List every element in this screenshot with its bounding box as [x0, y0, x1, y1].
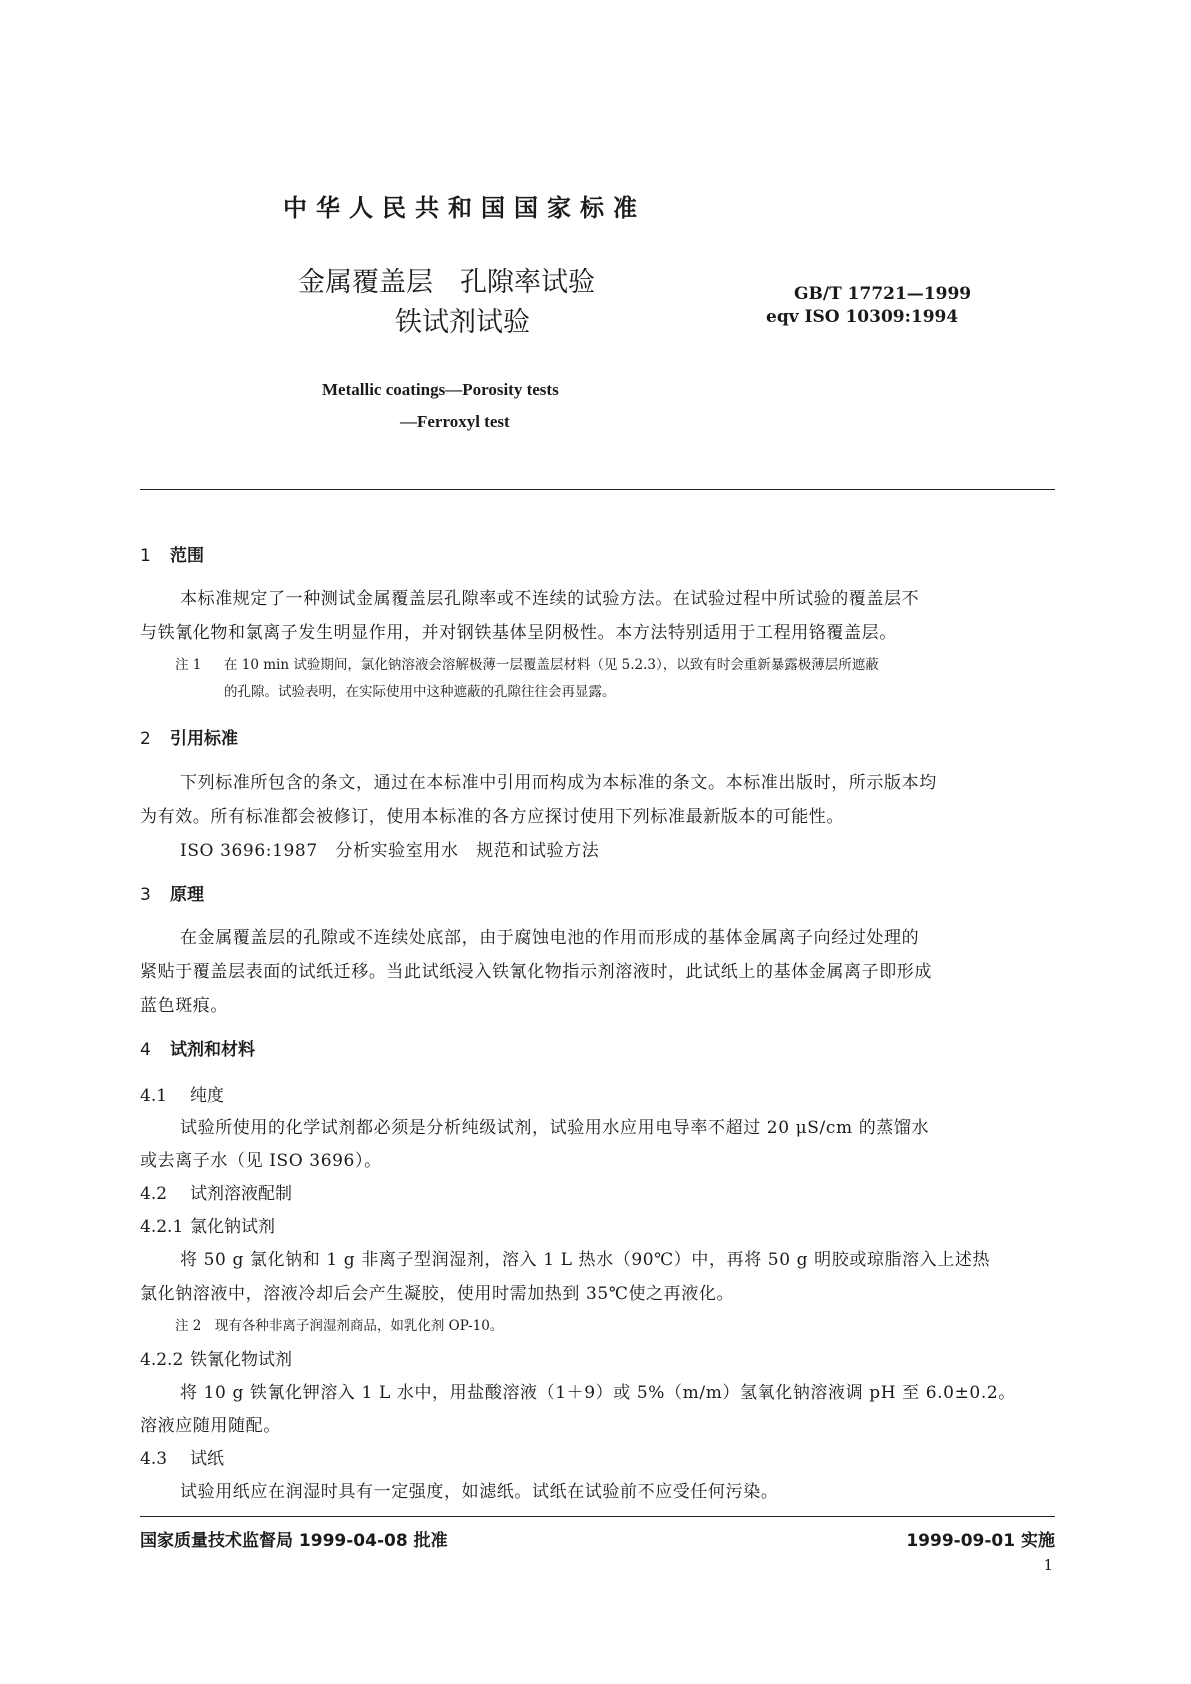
- paragraph-line: 本标准规定了一种测试金属覆盖层孔隙率或不连续的试验方法。在试验过程中所试验的覆盖层不: [180, 589, 920, 609]
- section-title: 引用标准: [170, 729, 238, 749]
- paragraph-line: 蓝色斑痕。: [140, 996, 228, 1016]
- paragraph-line: 紧贴于覆盖层表面的试纸迁移。当此试纸浸入铁氰化物指示剂溶液时，此试纸上的基体金属离子即形成: [140, 962, 932, 982]
- paragraph-line: 在金属覆盖层的孔隙或不连续处底部，由于腐蚀电池的作用而形成的基体金属离子向经过处理的: [180, 928, 920, 948]
- title-line-2: 铁试剂试验: [395, 307, 530, 338]
- national-standard-header: 中华人民共和国国家标准: [283, 194, 646, 222]
- section-number: 1: [140, 546, 151, 566]
- subsection-title: 纯度: [190, 1086, 224, 1106]
- header-divider: [140, 489, 1055, 490]
- approval-info: 国家质量技术监督局 1999-04-08 批准: [140, 1531, 448, 1551]
- subsection-title: 铁氰化物试剂: [190, 1350, 292, 1370]
- note-label: 注 1: [175, 657, 202, 673]
- subsection-heading-4-3: [140, 1444, 224, 1469]
- section-heading-2: [140, 724, 238, 749]
- section-number: 3: [140, 885, 151, 905]
- title-line-1: 金属覆盖层 孔隙率试验: [298, 267, 595, 298]
- english-title-line-1: Metallic coatings—Porosity tests: [322, 380, 559, 399]
- subsection-number: 4.3: [140, 1449, 168, 1469]
- section-heading-1: [140, 541, 204, 566]
- subsection-title: 氯化钠试剂: [190, 1217, 275, 1237]
- paragraph-line: 将 50 g 氯化钠和 1 g 非离子型润湿剂，溶入 1 L 热水（90℃）中，再将 50 g 明胶或琼脂溶入上述热: [180, 1250, 991, 1270]
- note-line: 的孔隙。试验表明，在实际使用中这种遮蔽的孔隙往往会再显露。: [224, 684, 616, 700]
- section-title: 范围: [170, 546, 204, 566]
- paragraph-line: 试验用纸应在润湿时具有一定强度，如滤纸。试纸在试验前不应受任何污染。: [180, 1482, 779, 1502]
- section-number: 2: [140, 729, 151, 749]
- subsection-number: 4.2: [140, 1184, 168, 1204]
- subsection-title: 试剂溶液配制: [190, 1184, 292, 1204]
- paragraph-line: 氯化钠溶液中，溶液冷却后会产生凝胶，使用时需加热到 35℃使之再液化。: [140, 1284, 735, 1304]
- equivalent-standard: eqv ISO 10309:1994: [766, 307, 959, 327]
- section-number: 4: [140, 1040, 151, 1060]
- paragraph-line: 试验所使用的化学试剂都必须是分析纯级试剂，试验用水应用电导率不超过 20 μS/cm 的蒸馏水: [180, 1118, 930, 1138]
- subsection-title: 试纸: [190, 1449, 224, 1469]
- paragraph-line: 溶液应随用随配。: [140, 1416, 281, 1436]
- reference-item: ISO 3696:1987 分析实验室用水 规范和试验方法: [180, 841, 600, 861]
- standard-code: GB/T 17721—1999: [794, 284, 972, 304]
- subsection-number: 4.1: [140, 1086, 168, 1106]
- note-2: 注 2 现有各种非离子润湿剂商品，如乳化剂 OP-10。: [175, 1318, 504, 1334]
- subsection-number: 4.2.1: [140, 1217, 184, 1237]
- subsection-heading-4-2-1: [140, 1212, 275, 1237]
- section-heading-4: [140, 1035, 255, 1060]
- english-title-line-2: —Ferroxyl test: [400, 412, 510, 431]
- paragraph-line: 与铁氰化物和氯离子发生明显作用，并对钢铁基体呈阴极性。本方法特别适用于工程用铬覆盖层。: [140, 623, 897, 643]
- paragraph-line: 将 10 g 铁氰化钾溶入 1 L 水中，用盐酸溶液（1＋9）或 5%（m/m）氢氧化钠溶液调 pH 至 6.0±0.2。: [180, 1383, 1016, 1403]
- subsection-heading-4-2-2: [140, 1345, 292, 1370]
- page-number: 1: [1043, 1556, 1053, 1574]
- subsection-number: 4.2.2: [140, 1350, 184, 1370]
- paragraph-line: 下列标准所包含的条文，通过在本标准中引用而构成为本标准的条文。本标准出版时，所示版本均: [180, 773, 937, 793]
- section-title: 试剂和材料: [170, 1040, 255, 1060]
- paragraph-line: 为有效。所有标准都会被修订，使用本标准的各方应探讨使用下列标准最新版本的可能性。: [140, 807, 844, 827]
- subsection-heading-4-2: [140, 1179, 292, 1204]
- section-title: 原理: [170, 885, 204, 905]
- paragraph-line: 或去离子水（见 ISO 3696）。: [140, 1151, 382, 1171]
- subsection-heading-4-1: [140, 1081, 224, 1106]
- section-heading-3: [140, 880, 204, 905]
- footer-divider: [140, 1516, 1055, 1517]
- implementation-date: 1999-09-01 实施: [906, 1531, 1055, 1551]
- note-line: 在 10 min 试验期间，氯化钠溶液会溶解极薄一层覆盖层材料（见 5.2.3），以致有时会重新暴露极薄层所遮蔽: [224, 657, 879, 673]
